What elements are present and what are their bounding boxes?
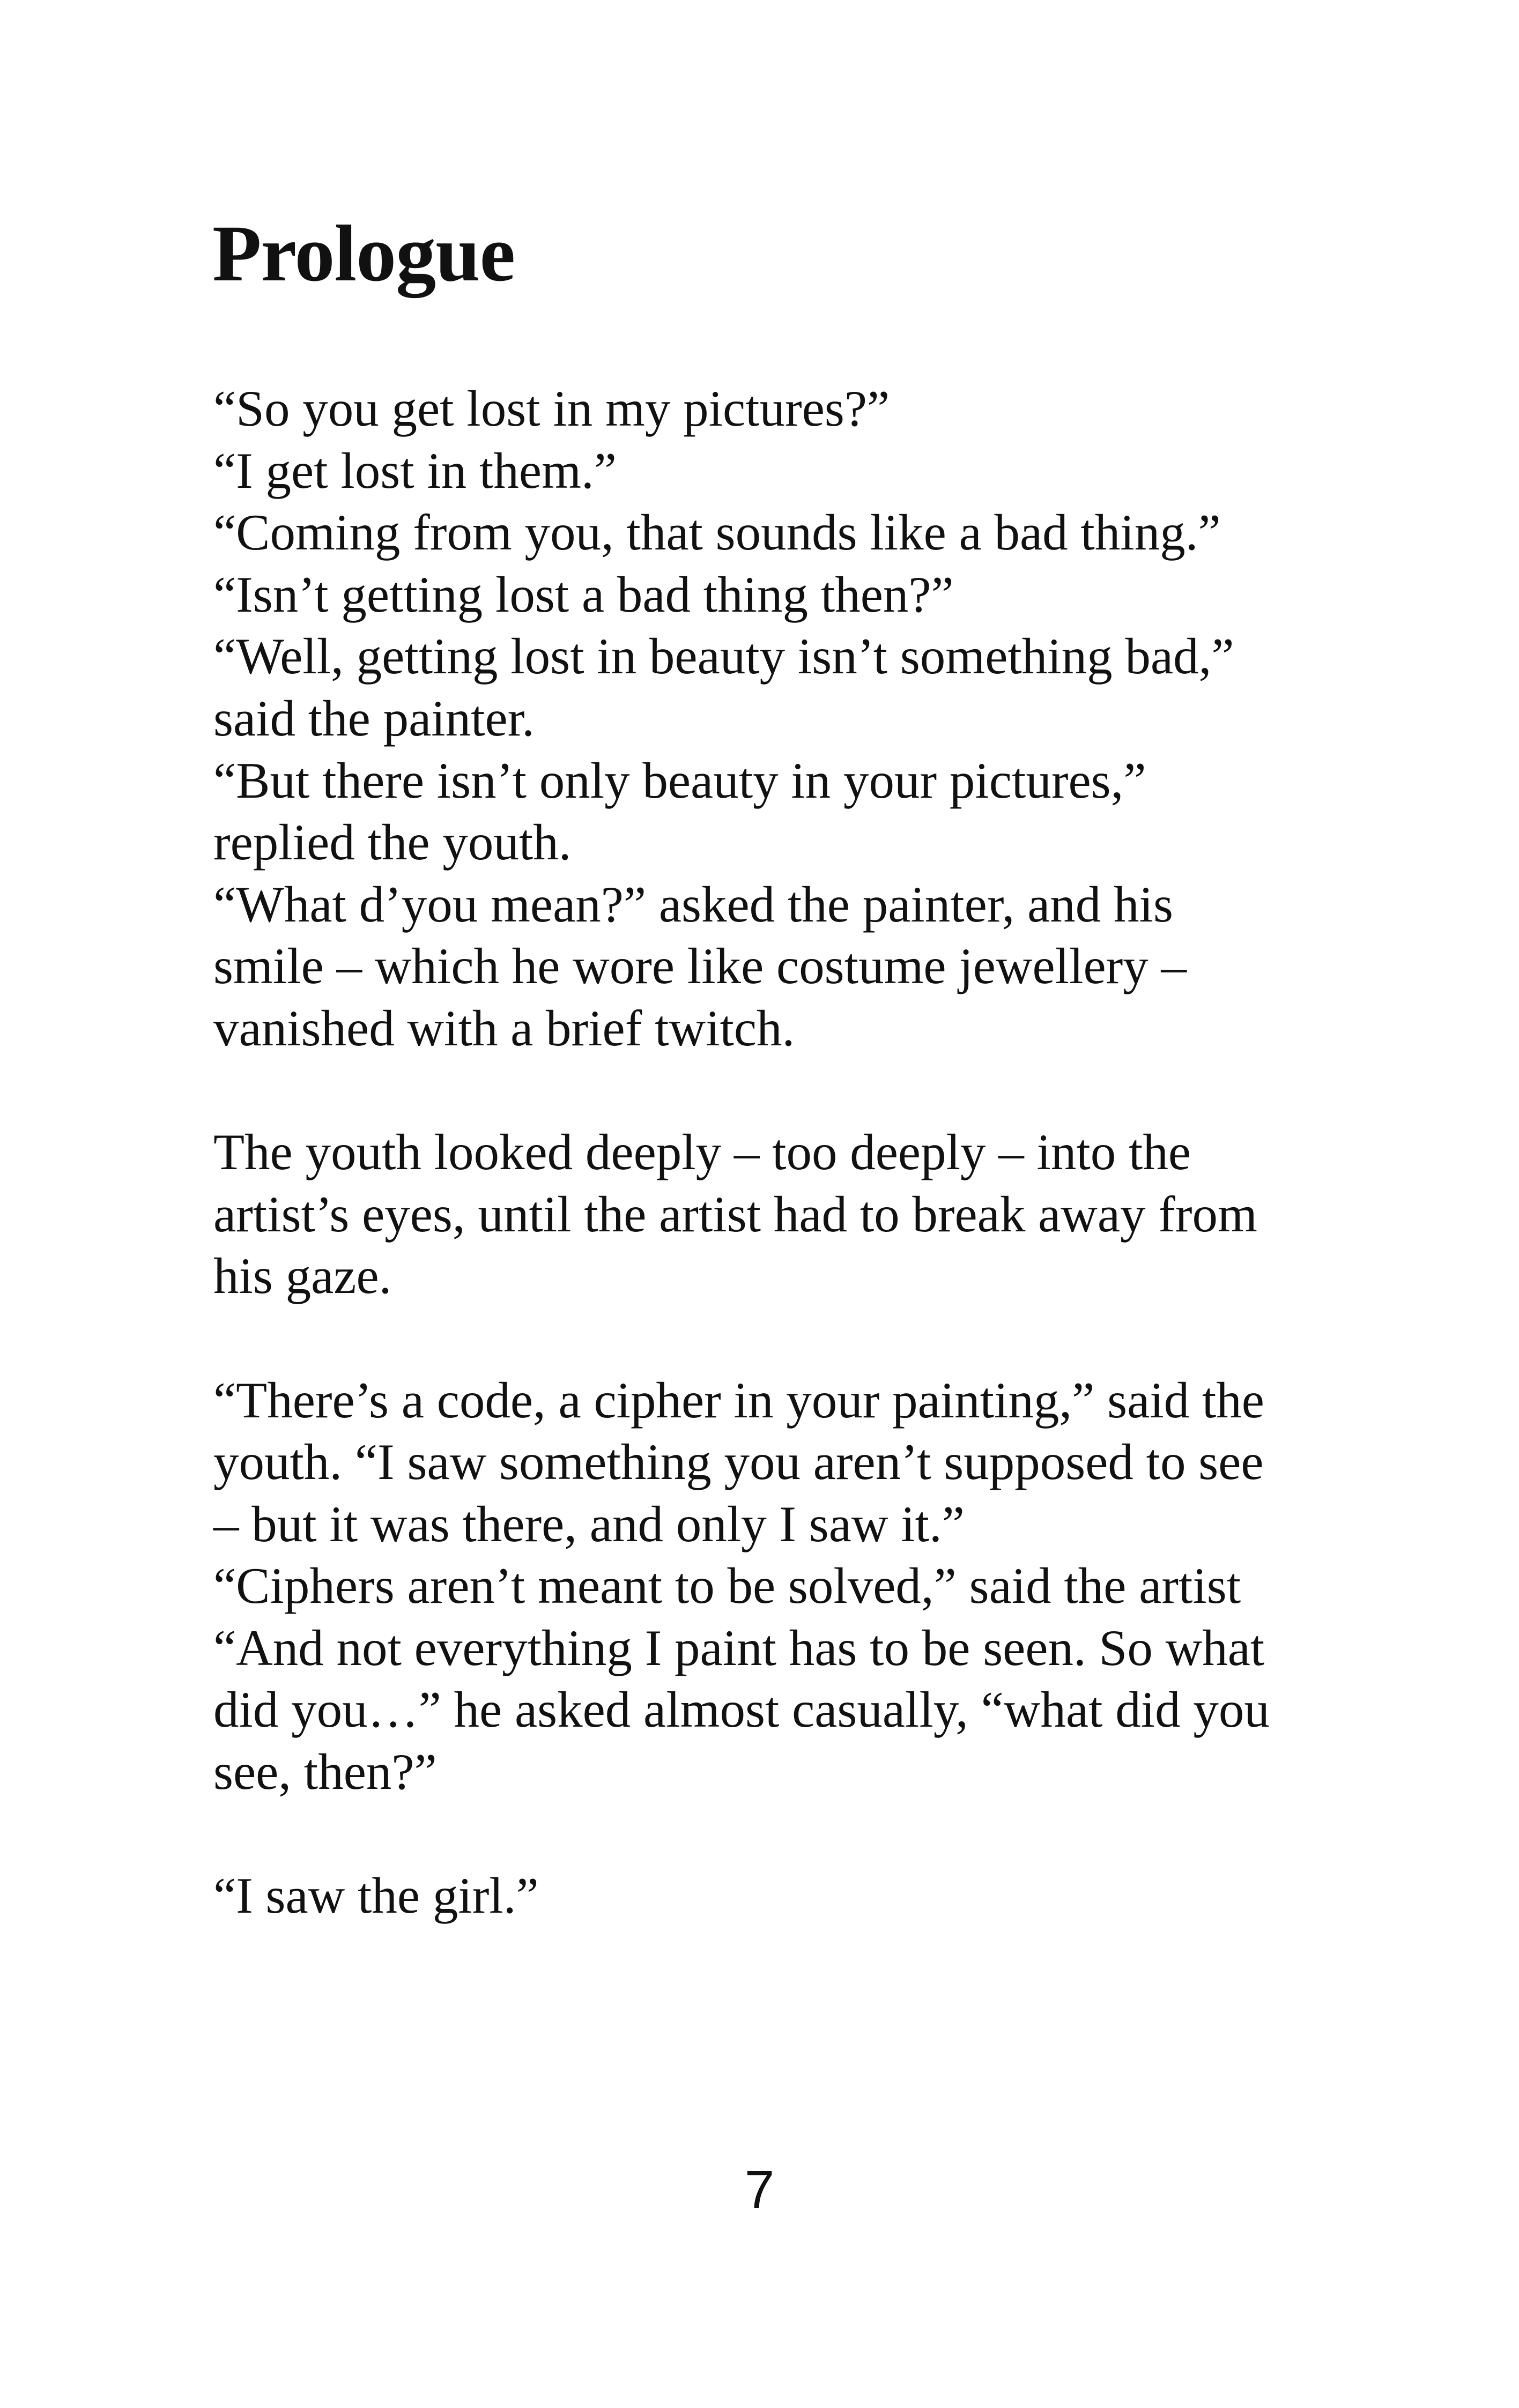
chapter-title: Prologue	[212, 209, 515, 298]
text-line: – but it was there, and only I saw it.”	[213, 1495, 965, 1552]
paragraph-break	[213, 1307, 1366, 1370]
chapter-body	[213, 378, 1366, 1927]
text-line: The youth looked deeply – too deeply – into the	[213, 1124, 1191, 1181]
text-line: replied the youth.	[213, 814, 572, 871]
text-line: his gaze.	[213, 1247, 392, 1305]
text-line: “Coming from you, that sounds like a bad thing.”	[213, 504, 1221, 561]
text-line: did you…” he asked almost casually, “what did you	[213, 1681, 1270, 1738]
text-line: “Ciphers aren’t meant to be solved,” said the artist	[213, 1557, 1241, 1615]
text-line: “I get lost in them.”	[213, 442, 617, 499]
text-line: vanished with a brief twitch.	[213, 999, 795, 1057]
text-line: “But there isn’t only beauty in your pictures,”	[213, 752, 1146, 809]
text-line: “There’s a code, a cipher in your painting,” said the	[213, 1371, 1264, 1429]
text-line: said the painter.	[213, 689, 535, 747]
text-line: “Isn’t getting lost a bad thing then?”	[213, 566, 954, 623]
paragraph-break	[213, 1803, 1366, 1866]
text-line: smile – which he wore like costume jewellery –	[213, 938, 1187, 995]
text-line: “Well, getting lost in beauty isn’t something bad,”	[213, 628, 1234, 685]
text-line: “So you get lost in my pictures?”	[213, 380, 890, 437]
text-line: “And not everything I paint has to be seen. So what	[213, 1619, 1265, 1676]
text-line: “What d’you mean?” asked the painter, and his	[213, 875, 1173, 933]
page-number: 7	[744, 2160, 775, 2220]
text-line: artist’s eyes, until the artist had to break away from	[213, 1185, 1257, 1243]
paragraph-break	[213, 1060, 1366, 1122]
text-line: youth. “I saw something you aren’t supposed to see	[213, 1433, 1264, 1491]
text-line: see, then?”	[213, 1743, 437, 1801]
text-line: “I saw the girl.”	[213, 1867, 539, 1924]
